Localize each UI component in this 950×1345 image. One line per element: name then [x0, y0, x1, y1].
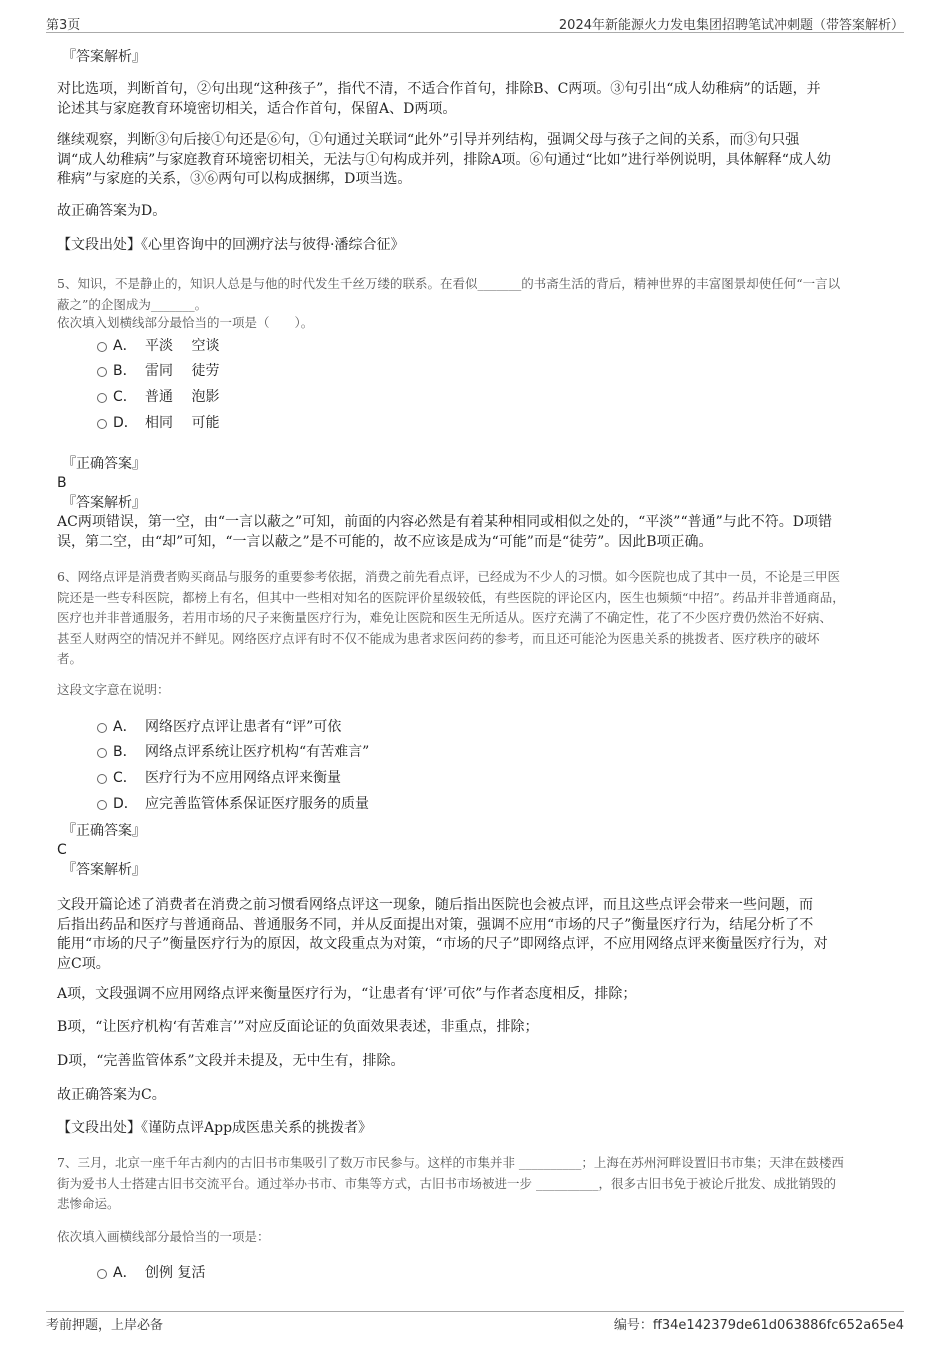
q6-correct-answer: C [57, 842, 67, 858]
q7-prompt: 依次填入画横线部分最恰当的一项是： [57, 1229, 270, 1244]
q5-correct-label: 『正确答案』 [62, 456, 146, 472]
q5-analysis: AC两项错误，第一空，由“一言以蔽之”可知，前面的内容必然是有着某种相同或相似之处的，“平淡”“普通”与此不符。D项错 误，第二空，由“却”可知，“一言以蔽之”是不可能的，故不应该是成为“可能”而是“徒劳”。因此B项正确。 [57, 514, 832, 550]
q5-stem: 5、知识，不是静止的，知识人总是与他的时代发生千丝万缕的联系。在看似_______的书斋生活的背后，精神世界的丰富图景却使任何“一言以 蔽之”的企图成为_______。 [57, 276, 841, 312]
q6-analysis-a: A项，文段强调不应用网络点评来衡量医疗行为，“让患者有‘评’可依”与作者态度相反，排除； [57, 986, 637, 1002]
radio-icon[interactable] [97, 419, 107, 429]
q5-prompt: 依次填入划横线部分最恰当的一项是（ ）。 [57, 315, 314, 330]
q5-correct-answer: B [57, 475, 67, 491]
radio-icon[interactable] [97, 367, 107, 377]
q6-analysis-d: D项，“完善监管体系”文段并未提及，无中生有，排除。 [57, 1053, 405, 1069]
q6-stem: 6、网络点评是消费者购买商品与服务的重要参考依据，消费之前先看点评，已经成为不少人的习惯。如今医院也成了其中一员，不论是三甲医 院还是一些专科医院，都榜上有名，但其中一些相对知名的医院评价星级较低，有些医院的评论区内，医生也频频“中招”。药品并非普通商品， 医疗也并非普通服务，若用市场的尺子来衡量医疗行为，难免让医院和医生无所适从。医疗充满了不确定性，花了不少医疗费仍然治不好病、 甚至人财两空的情况并不鲜见。网络医疗点评有时不仅不能成为患者求医问药的参考，而且还可能沦为医患关系的挑拨者、医疗秩序的破坏 者。 [57, 569, 845, 666]
radio-icon[interactable] [97, 774, 107, 784]
q6-conclusion: 故正确答案为C。 [57, 1087, 166, 1103]
q6-correct-label: 『正确答案』 [62, 823, 146, 839]
radio-icon[interactable] [97, 748, 107, 758]
footer-slogan: 考前押题，上岸必备 [46, 1318, 164, 1333]
radio-icon[interactable] [97, 393, 107, 403]
q7-stem: 7、三月，北京一座千年古刹内的古旧书市集吸引了数万市民参与。这样的市集并非 __________；上海在苏州河畔设置旧书市集；天津在鼓楼西 街为爱书人士搭建古旧书交流平台。通过举办书市、市集等方式，古旧书市场被进一步 __________，很多古旧书免于被论斤批发、成批销毁的 悲惨命运。 [57, 1155, 844, 1211]
page-number: 第3页 [46, 18, 81, 33]
q4-analysis-para2: 继续观察，判断③句后接①句还是⑥句，①句通过关联词“此外”引导并列结构，强调父母与孩子之间的关系，而③句只强 调“成人幼稚病”与家庭教育环境密切相关，无法与①句构成并列，排除A项。⑥句通过“比如”进行举例说明，具体解释“成人幼 稚病”与家庭的关系，③⑥两句可以构成捆绑，D项当选。 [57, 132, 831, 187]
q6-analysis-para1: 文段开篇论述了消费者在消费之前习惯看网络点评这一现象，随后指出医院也会被点评，而且这些点评会带来一些问题，而 后指出药品和医疗与普通商品、普通服务不同，并从反面提出对策，强调不应用“市场的尺子”衡量医疗行为，结尾分析了不 能用“市场的尺子”衡量医疗行为的原因，故文段重点为对策，“市场的尺子”即网络点评，不应用网络点评来衡量医疗行为，对 应C项。 [57, 897, 828, 972]
radio-icon[interactable] [97, 1269, 107, 1279]
header-divider [46, 32, 904, 33]
q4-analysis-label: 『答案解析』 [62, 49, 146, 65]
radio-icon[interactable] [97, 342, 107, 352]
q4-conclusion: 故正确答案为D。 [57, 203, 167, 219]
radio-icon[interactable] [97, 800, 107, 810]
q4-analysis-para1: 对比选项，判断首句，②句出现“这种孩子”，指代不清，不适合作首句，排除B、C两项。③句引出“成人幼稚病”的话题，并 论述其与家庭教育环境密切相关，适合作首句，保留A、D两项。 [57, 81, 821, 117]
footer-document-id: 编号：ff34e142379de61d063886fc652a65e4 [613, 1318, 904, 1333]
document-title: 2024年新能源火力发电集团招聘笔试冲刺题（带答案解析） [558, 18, 904, 33]
q5-analysis-label: 『答案解析』 [62, 495, 146, 511]
footer-divider [46, 1311, 904, 1312]
q6-prompt: 这段文字意在说明： [57, 682, 170, 697]
q6-source: 【文段出处】《谨防点评App成医患关系的挑拨者》 [57, 1120, 373, 1136]
q6-analysis-b: B项，“让医疗机构‘有苦难言’”对应反面论证的负面效果表述，非重点，排除； [57, 1019, 539, 1035]
radio-icon[interactable] [97, 723, 107, 733]
q6-analysis-label: 『答案解析』 [62, 862, 146, 878]
q4-source: 【文段出处】《心里咨询中的回溯疗法与彼得·潘综合征》 [57, 237, 405, 253]
